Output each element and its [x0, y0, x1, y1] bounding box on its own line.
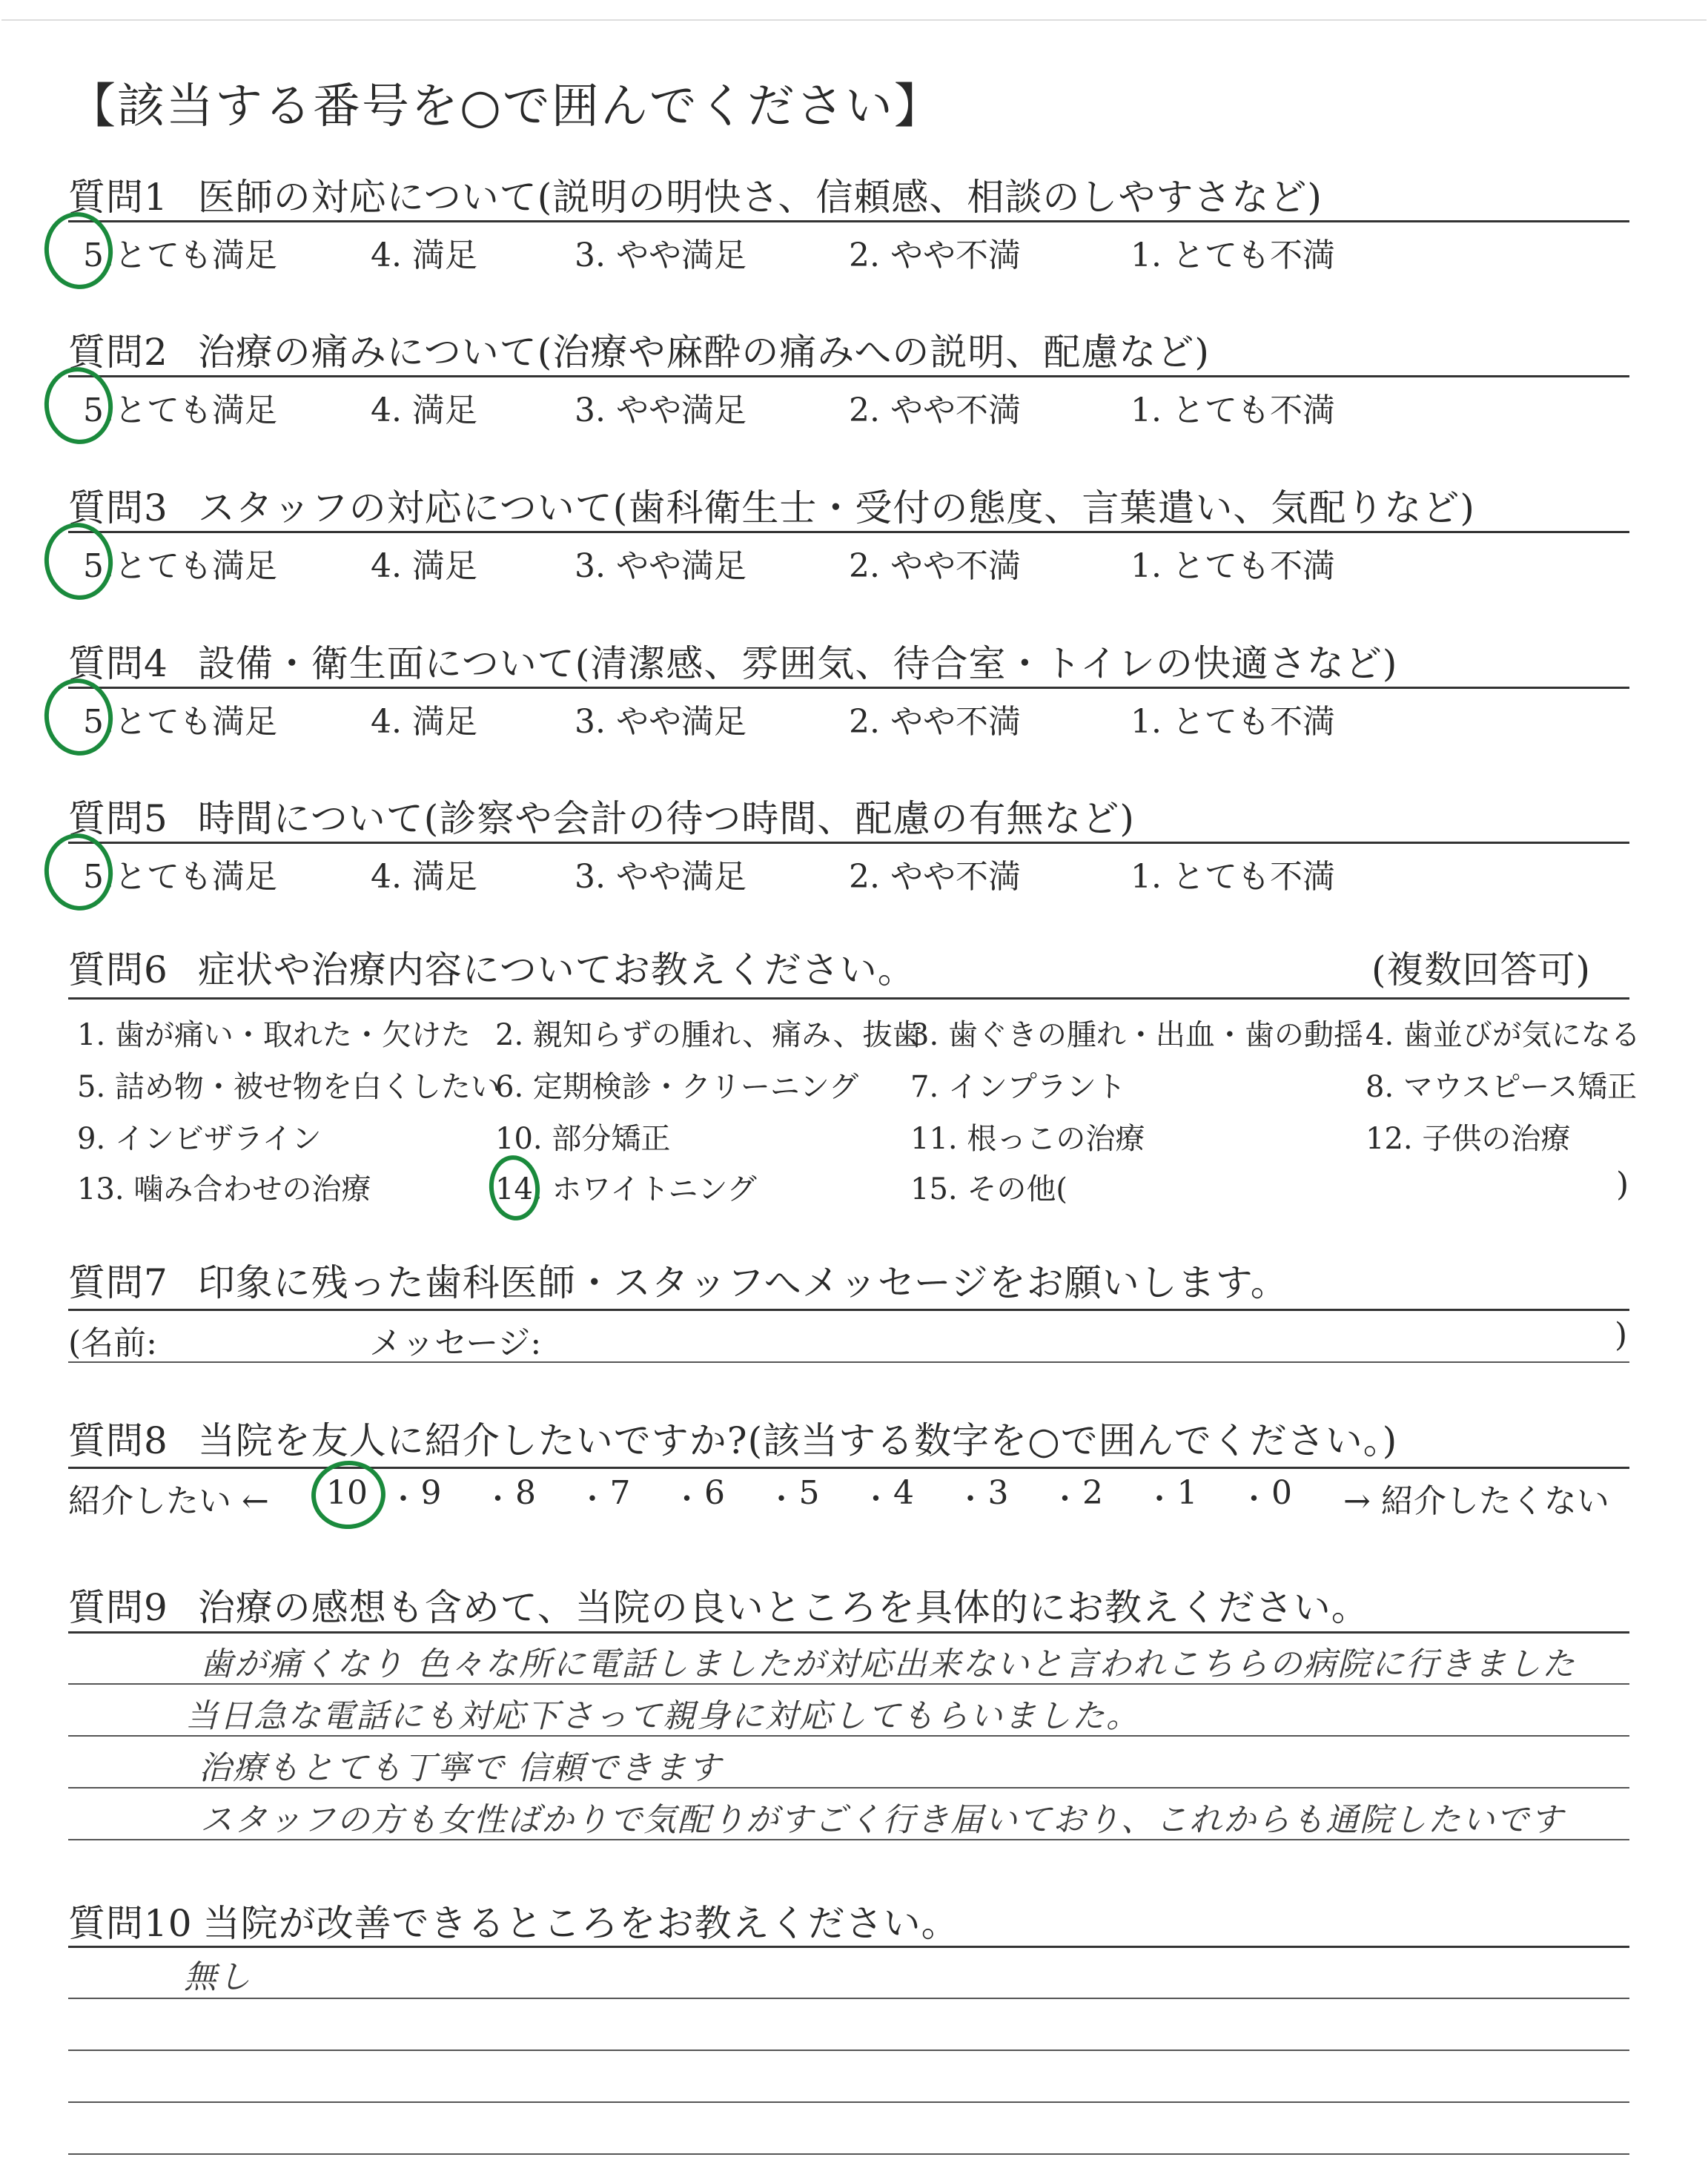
q9-label: 質問9: [68, 1586, 168, 1629]
top-scan-edge: [1, 19, 1707, 21]
q10-answer-rule-1: [68, 1998, 1629, 1999]
q3-rule: [68, 531, 1629, 533]
q8-separator: ・: [1050, 1482, 1080, 1516]
q9-answer-line-1: 歯が痛くなり 色々な所に電話しましたが対応出来ないと言われこちらの病院に行きました: [200, 1645, 1576, 1683]
q7-answer-rule: [68, 1361, 1629, 1363]
q6-option-5[interactable]: 5. 詰め物・被せ物を白くしたい: [77, 1070, 500, 1104]
q8-scale-6[interactable]: 6: [704, 1474, 725, 1512]
q8-label: 質問8: [68, 1419, 168, 1462]
q8-separator: ・: [861, 1482, 891, 1516]
q2-option-4[interactable]: 4. 満足: [371, 392, 477, 429]
q7-text: 印象に残った歯科医師・スタッフへメッセージをお願いします。: [197, 1261, 1288, 1304]
q2-heading: [68, 323, 1210, 376]
q10-answer-line-1: 無し: [184, 1958, 252, 1996]
q6-option-2[interactable]: 2. 親知らずの腫れ、痛み、抜歯: [495, 1018, 922, 1052]
q1-rule: [68, 220, 1629, 222]
q3-option-4[interactable]: 4. 満足: [371, 547, 477, 585]
q10-answer-rule-3: [68, 2101, 1629, 2103]
q6-option-12[interactable]: 12. 子供の治療: [1366, 1122, 1571, 1156]
q6-option-8[interactable]: 8. マウスピース矯正: [1366, 1070, 1638, 1104]
q4-label: 質問4: [68, 642, 168, 685]
q6-option-15[interactable]: 15. その他(: [910, 1172, 1068, 1206]
q8-scale-3[interactable]: 3: [987, 1474, 1009, 1512]
q6-option-9[interactable]: 9. インビザライン: [77, 1122, 322, 1156]
q6-option-14[interactable]: 14. ホワイトニング: [495, 1172, 757, 1206]
q2-option-2[interactable]: 2. やや不満: [849, 392, 1021, 429]
q8-scale-2[interactable]: 2: [1082, 1474, 1103, 1512]
q9-answer-rule-1: [68, 1683, 1629, 1685]
q9-answer-line-2: 当日急な電話にも対応下さって親身に対応してもらいました。: [185, 1697, 1140, 1735]
q8-separator: ・: [767, 1482, 796, 1516]
q8-right-label: → 紹介したくない: [1343, 1482, 1609, 1520]
q6-option-10[interactable]: 10. 部分矯正: [495, 1122, 671, 1156]
q5-heading: [68, 789, 1135, 842]
q8-scale-5[interactable]: 5: [798, 1474, 820, 1512]
q8-scale-8[interactable]: 8: [515, 1474, 536, 1512]
q7-rule: [68, 1309, 1629, 1311]
q6-option-13[interactable]: 13. 噛み合わせの治療: [77, 1172, 371, 1206]
q10-label: 質問10: [68, 1902, 193, 1945]
q10-text: 当院が改善できるところをお教えください。: [202, 1902, 959, 1945]
q1-option-1[interactable]: 1. とても不満: [1131, 237, 1335, 274]
q4-heading: [68, 634, 1397, 687]
q8-scale-4[interactable]: 4: [893, 1474, 914, 1512]
q8-rule: [68, 1467, 1629, 1469]
q5-option-1[interactable]: 1. とても不満: [1131, 858, 1335, 896]
q8-scale-1[interactable]: 1: [1176, 1474, 1198, 1512]
q4-option-3[interactable]: 3. やや満足: [575, 703, 747, 741]
q10-answer-rule-4: [68, 2153, 1629, 2155]
q7-close-paren: ): [1615, 1316, 1628, 1354]
q8-text: 当院を友人に紹介したいですか?(該当する数字を○で囲んでください。): [197, 1419, 1398, 1462]
q3-option-5[interactable]: 5.とても満足: [83, 547, 277, 585]
q5-label: 質問5: [68, 797, 168, 840]
q5-option-2[interactable]: 2. やや不満: [849, 858, 1021, 896]
q8-separator: ・: [1145, 1482, 1174, 1516]
q2-text: 治療の痛みについて(治療や麻酔の痛みへの説明、配慮など): [197, 331, 1210, 374]
q2-label: 質問2: [68, 331, 168, 374]
q6-option-11[interactable]: 11. 根っこの治療: [910, 1122, 1145, 1156]
q10-heading: [68, 1894, 959, 1947]
q3-option-3[interactable]: 3. やや満足: [575, 547, 747, 585]
q10-answer-rule-2: [68, 2050, 1629, 2051]
q9-heading: [68, 1578, 1369, 1631]
q8-separator: ・: [1239, 1482, 1269, 1516]
q6-rule: [68, 997, 1629, 1000]
q9-text: 治療の感想も含めて、当院の良いところを具体的にお教えください。: [197, 1586, 1369, 1629]
q9-rule: [68, 1631, 1629, 1634]
q6-option-4[interactable]: 4. 歯並びが気になる: [1366, 1018, 1641, 1052]
q9-answer-line-3: 治療もとても丁寧で 信頼できます: [199, 1749, 722, 1787]
q1-label: 質問1: [68, 176, 168, 219]
q5-option-3[interactable]: 3. やや満足: [575, 858, 747, 896]
q9-answer-rule-2: [68, 1735, 1629, 1737]
form-title: 【該当する番号を○で囲んでください】: [68, 79, 943, 134]
q3-heading: [68, 478, 1475, 532]
q3-text: スタッフの対応について(歯科衛生士・受付の態度、言葉遣い、気配りなど): [197, 486, 1475, 529]
q1-text: 医師の対応について(説明の明快さ、信頼感、相談のしやすさなど): [197, 176, 1323, 219]
q1-option-2[interactable]: 2. やや不満: [849, 237, 1021, 274]
q4-option-5[interactable]: 5.とても満足: [83, 703, 277, 741]
q3-label: 質問3: [68, 486, 168, 529]
q2-option-5[interactable]: 5.とても満足: [83, 392, 277, 429]
q6-option-1[interactable]: 1. 歯が痛い・取れた・欠けた: [77, 1018, 471, 1052]
q6-other-close-paren: ): [1616, 1166, 1629, 1203]
q6-option-3[interactable]: 3. 歯ぐきの腫れ・出血・歯の動揺: [910, 1018, 1363, 1052]
q6-text: 症状や治療内容についてお教えください。: [197, 948, 916, 991]
q2-rule: [68, 375, 1629, 377]
q6-option-6[interactable]: 6. 定期検診・クリーニング: [495, 1070, 859, 1104]
q6-note: (複数回答可): [1371, 948, 1592, 991]
q6-heading: [68, 940, 916, 994]
q2-option-1[interactable]: 1. とても不満: [1131, 392, 1335, 429]
q3-option-2[interactable]: 2. やや不満: [849, 547, 1021, 585]
q9-answer-line-4: スタッフの方も女性ばかりで気配りがすごく行き届いており、これからも通院したいです: [200, 1801, 1564, 1839]
q5-option-5[interactable]: 5.とても満足: [83, 858, 277, 896]
q7-label: 質問7: [68, 1261, 168, 1304]
q9-answer-rule-3: [68, 1787, 1629, 1789]
q4-option-1[interactable]: 1. とても不満: [1131, 703, 1335, 741]
q5-option-4[interactable]: 4. 満足: [371, 858, 477, 896]
q8-separator: ・: [388, 1482, 418, 1516]
q6-selection-circle-14: [486, 1153, 543, 1223]
q8-separator: ・: [956, 1482, 985, 1516]
q8-heading: [68, 1411, 1397, 1464]
q8-separator: ・: [483, 1482, 513, 1516]
q8-scale-7[interactable]: 7: [609, 1474, 631, 1512]
q7-name-label: (名前:: [68, 1324, 157, 1362]
q4-rule: [68, 687, 1629, 689]
q4-text: 設備・衛生面について(清潔感、雰囲気、待合室・トイレの快適さなど): [197, 642, 1398, 685]
q1-option-4[interactable]: 4. 満足: [371, 237, 477, 274]
q6-label: 質問6: [68, 948, 168, 991]
q3-option-1[interactable]: 1. とても不満: [1131, 547, 1335, 585]
q2-option-3[interactable]: 3. やや満足: [575, 392, 747, 429]
q8-scale-0[interactable]: 0: [1271, 1474, 1292, 1512]
q8-scale-10[interactable]: 10: [326, 1474, 368, 1512]
q10-rule: [68, 1946, 1629, 1948]
q7-message-label: メッセージ:: [369, 1324, 542, 1362]
q4-option-2[interactable]: 2. やや不満: [849, 703, 1021, 741]
q5-rule: [68, 842, 1629, 844]
q8-left-label: 紹介したい ←: [68, 1482, 269, 1520]
q1-option-5[interactable]: 5.とても満足: [83, 237, 277, 274]
q4-option-4[interactable]: 4. 満足: [371, 703, 477, 741]
q8-separator: ・: [577, 1482, 607, 1516]
q9-answer-rule-4: [68, 1839, 1629, 1840]
q7-heading: [68, 1253, 1288, 1307]
q5-text: 時間について(診察や会計の待つ時間、配慮の有無など): [197, 797, 1135, 840]
q1-option-3[interactable]: 3. やや満足: [575, 237, 747, 274]
q8-separator: ・: [672, 1482, 702, 1516]
q1-heading: [68, 168, 1323, 221]
q8-scale-9[interactable]: 9: [420, 1474, 442, 1512]
q6-option-7[interactable]: 7. インプラント: [910, 1070, 1126, 1104]
